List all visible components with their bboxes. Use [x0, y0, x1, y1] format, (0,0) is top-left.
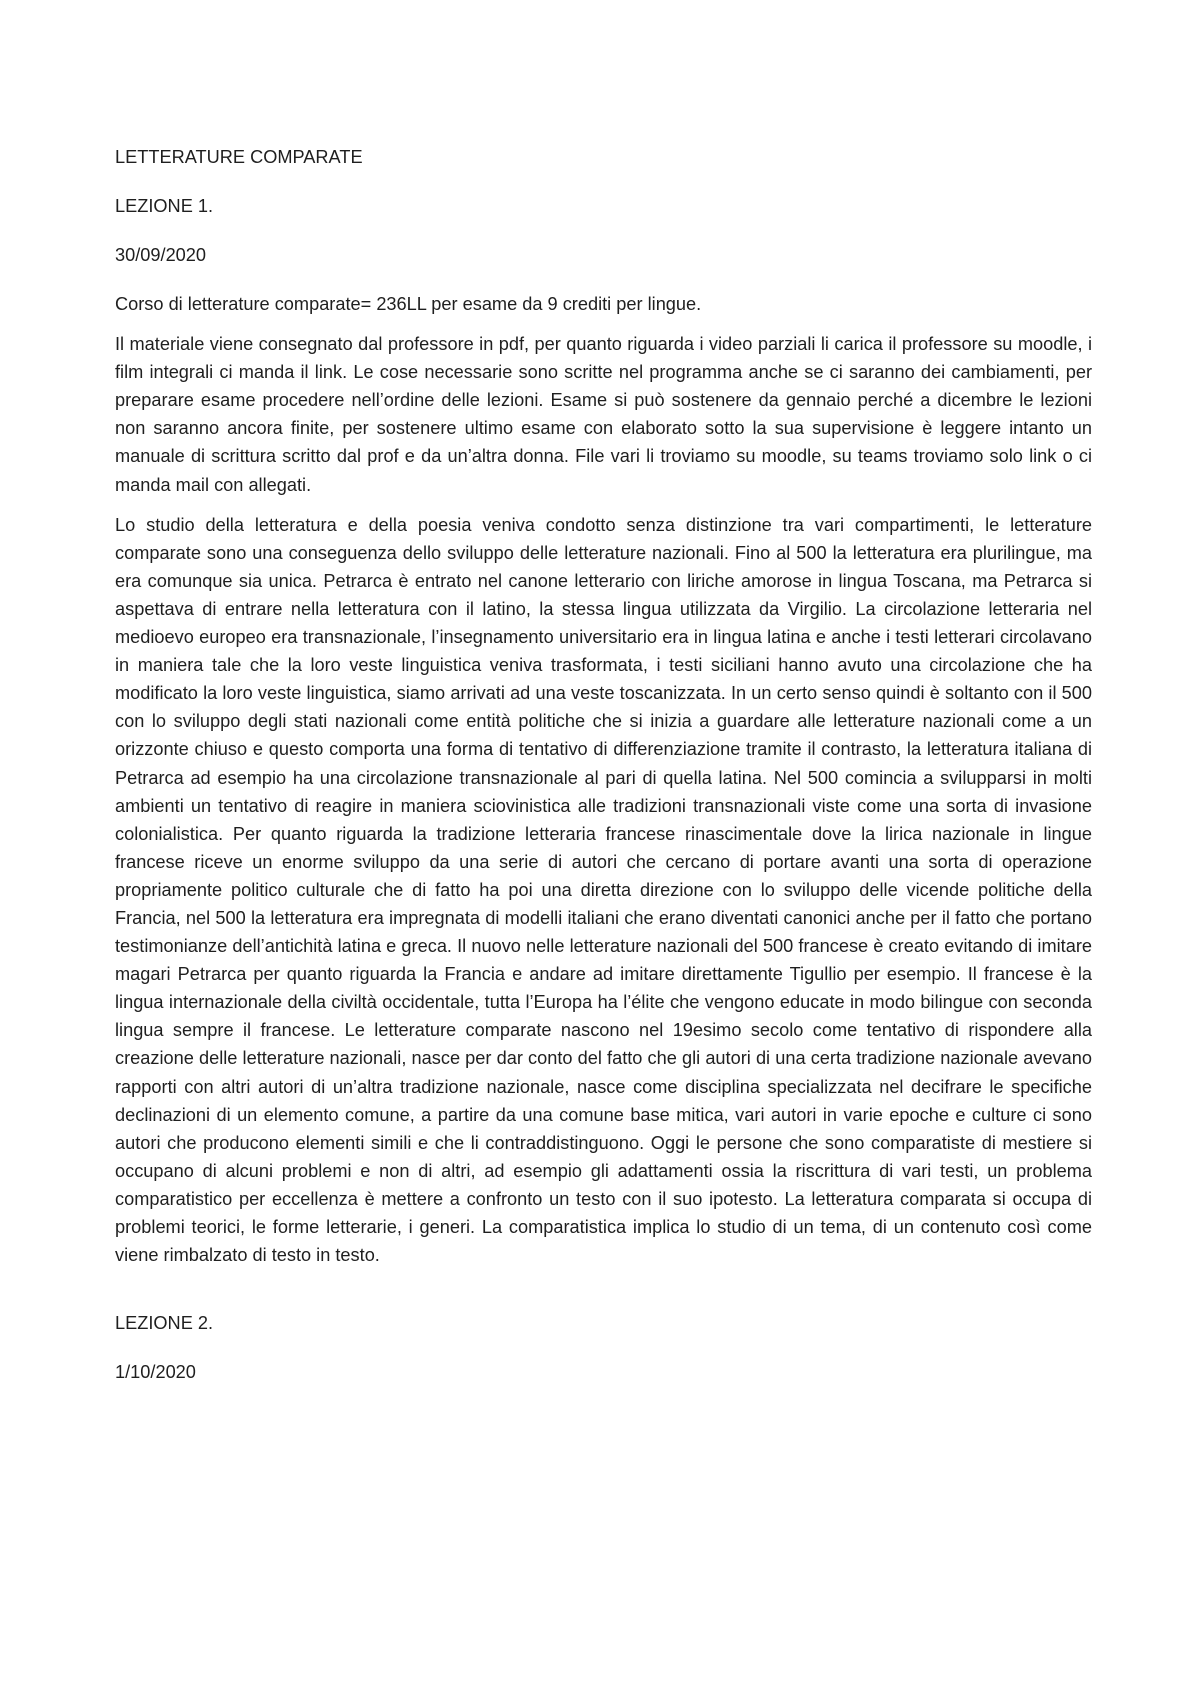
lesson-1-paragraph-2: Il materiale viene consegnato dal professore in pdf, per quanto riguarda i video parziali li carica il professore su moodle, i film integrali ci manda il link. Le cose necessarie sono scritte nel programma anche se ci saranno dei cambiamenti, per preparare esame procedere nell’ordine delle lezioni. Esame si può sostenere da gennaio perché a dicembre le lezioni non saranno ancora finite, per sostenere ultimo esame con elaborato sotto la sua supervisione è leggere intanto un manuale di scrittura scritto dal prof e da un’altra donna. File vari li troviamo su moodle, su teams troviamo solo link o ci manda mail con allegati.	[115, 334, 1092, 495]
document-body	[115, 143, 1092, 1407]
lesson-2-date: 1/10/2020	[115, 1362, 196, 1383]
lesson-1-heading: LEZIONE 1.	[115, 196, 214, 216]
lesson-1-paragraph-1: Corso di letterature comparate= 236LL per esame da 9 crediti per lingue.	[115, 294, 702, 314]
document-title: LETTERATURE COMPARATE	[115, 147, 363, 167]
section-spacer	[115, 1281, 1092, 1309]
lesson-2-heading: LEZIONE 2.	[115, 1313, 214, 1334]
lesson-1-paragraph-3: Lo studio della letteratura e della poesia veniva condotto senza distinzione tra vari compartimenti, le letterature comparate sono una conseguenza dello sviluppo delle letterature nazionali. Fino al 500 la letteratura era plurilingue, ma era comunque sia unica. Petrarca è entrato nel canone letterario con liriche amorose in lingua Toscana, ma Petrarca si aspettava di entrare nella letteratura con il latino, la stessa lingua utilizzata da Virgilio. La circolazione letteraria nel medioevo europeo era transnazionale, l’insegnamento universitario era in lingua latina e anche i testi letterari circolavano in maniera tale che la loro veste linguistica veniva trasformata, i testi siciliani hanno avuto una circolazione che ha modificato la loro veste linguistica, siamo arrivati ad una veste toscanizzata. In un certo senso quindi è soltanto con il 500 con lo sviluppo degli stati nazionali come entità politiche che si inizia a guardare alle letterature nazionali come a un orizzonte chiuso e questo comporta una forma di tentativo di differenziazione tramite il contrasto, la letteratura italiana di Petrarca ad esempio ha una circolazione transnazionale al pari di quella latina. Nel 500 comincia a svilupparsi in molti ambienti un tentativo di reagire in maniera sciovinistica alle tradizioni transnazionali viste come una sorta di invasione colonialistica. Per quanto riguarda la tradizione letteraria francese rinascimentale dove la lirica nazionale in lingue francese riceve un enorme sviluppo da una serie di autori che cercano di portare avanti una sorta di operazione propriamente politico culturale che di fatto ha poi una diretta direzione con lo sviluppo delle vicende politiche della Francia, nel 500 la letteratura era impregnata di modelli italiani che erano diventati canonici anche per il fatto che portano testimonianze dell’antichità latina e greca. Il nuovo nelle letterature nazionali del 500 francese è creato evitando di imitare magari Petrarca per quanto riguarda la Francia e andare ad imitare direttamente Tigullio per esempio. Il francese è la lingua internazionale della civiltà occidentale, tutta l’Europa ha l’élite che vengono educate in modo bilingue con seconda lingua sempre il francese. Le letterature comparate nascono nel 19esimo secolo come tentativo di rispondere alla creazione delle letterature nazionali, nasce per dar conto del fatto che gli autori di una certa tradizione nazionale avevano rapporti con altri autori di un’altra tradizione nazionale, nasce come disciplina specializzata nel decifrare le specifiche declinazioni di un elemento comune, a partire da una comune base mitica, vari autori in varie epoche e culture ci sono autori che producono elementi simili e che li contraddistinguono. Oggi le persone che sono comparatiste di mestiere si occupano di alcuni problemi e non di altri, ad esempio gli adattamenti ossia la riscrittura di vari testi, un problema comparatistico per eccellenza è mettere a confronto un testo con il suo ipotesto. La letteratura comparata si occupa di problemi teorici, le forme letterarie, i generi. La comparatistica implica lo studio di un tema, di un contenuto così come viene rimbalzato di testo in testo.	[115, 514, 1092, 1266]
lesson-1-date: 30/09/2020	[115, 245, 207, 265]
